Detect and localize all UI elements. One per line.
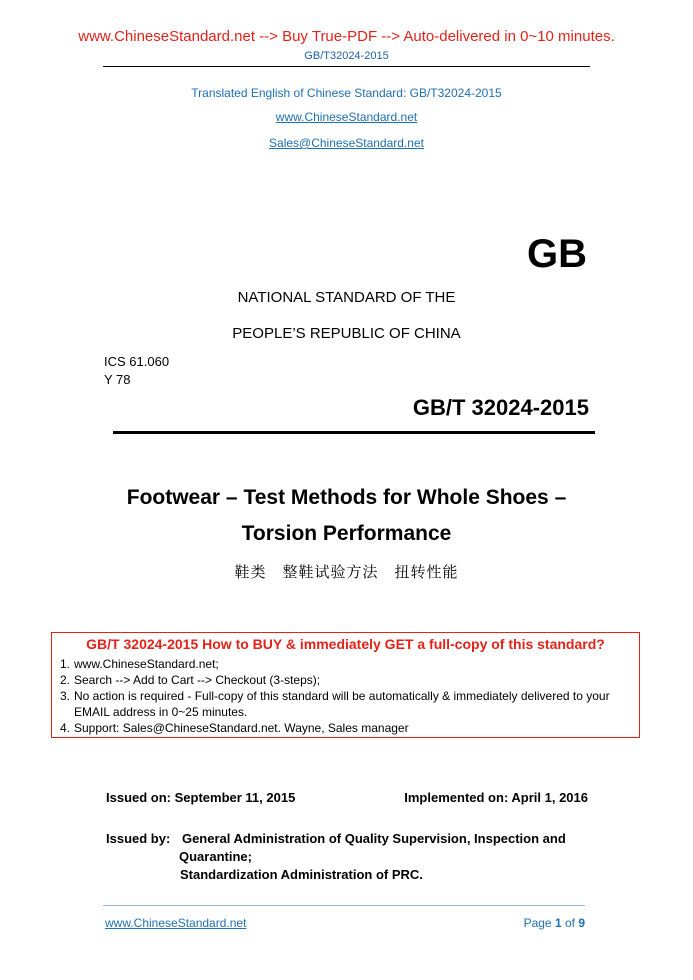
document-title-line2: Torsion Performance [241, 522, 452, 545]
list-text: Support: Sales@ChineseStandard.net. Wayne, Sales manager [74, 721, 409, 735]
page-indicator [524, 916, 585, 930]
header-standard-code: GB/T32024-2015 [304, 50, 389, 62]
list-number: 2. [59, 673, 70, 687]
gb-logo: GB [527, 232, 587, 276]
issued-by-label: Issued by: [106, 831, 171, 846]
title-divider [113, 431, 595, 434]
list-number: 3. [59, 689, 70, 703]
list-item [52, 720, 639, 736]
website-link[interactable]: www.ChineseStandard.net [275, 110, 418, 124]
top-banner[interactable]: www.ChineseStandard.net --> Buy True-PDF --> Auto-delivered in 0~10 minutes. [78, 28, 615, 45]
issuer-line1-text: General Administration of Quality Supervision, Inspection and [181, 831, 566, 846]
list-number: 4. [59, 721, 70, 735]
list-text: No action is required - Full-copy of this standard will be automatically & immediately delivered to your EMAIL address in 0~25 minutes. [74, 689, 610, 719]
issuer-line3: Standardization Administration of PRC. [180, 867, 423, 882]
list-text: Search --> Add to Cart --> Checkout (3-steps); [74, 673, 321, 687]
list-item [52, 656, 639, 672]
national-standard-line2: PEOPLE’S REPUBLIC OF CHINA [232, 325, 461, 342]
buy-instructions-box [51, 632, 640, 738]
ics-code: ICS 61.060 [104, 354, 170, 369]
issued-on-date: Issued on: September 11, 2015 [106, 790, 296, 805]
implemented-on-date: Implemented on: April 1, 2016 [404, 790, 588, 805]
buy-steps-list [52, 656, 639, 736]
national-standard-line1: NATIONAL STANDARD OF THE [237, 289, 456, 306]
document-title-line1: Footwear – Test Methods for Whole Shoes – [126, 486, 567, 509]
list-number: 1. [59, 657, 70, 671]
list-item [52, 672, 639, 688]
page-prefix: Page [523, 916, 555, 930]
header-divider [103, 66, 590, 67]
sales-email-link[interactable]: Sales@ChineseStandard.net [269, 136, 424, 150]
list-item [52, 688, 639, 720]
footer-divider [103, 905, 585, 906]
list-text[interactable]: www.ChineseStandard.net; [74, 657, 219, 671]
page-total: 9 [578, 916, 585, 930]
document-title-chinese: 鞋类 整鞋试验方法 扭转性能 [234, 563, 459, 581]
issuer-line2: Quarantine; [179, 849, 252, 864]
issuer-line1 [174, 831, 566, 846]
standard-number: GB/T 32024-2015 [412, 395, 589, 420]
translated-notice: Translated English of Chinese Standard: GB/T32024-2015 [191, 86, 502, 100]
page-mid: of [561, 916, 579, 930]
ccs-code: Y 78 [104, 372, 131, 387]
buy-box-title: GB/T 32024-2015 How to BUY & immediately GET a full-copy of this standard? [86, 636, 605, 652]
classification-codes [104, 353, 169, 389]
page-current: 1 [554, 916, 562, 930]
footer-website-link[interactable]: www.ChineseStandard.net [105, 916, 247, 930]
